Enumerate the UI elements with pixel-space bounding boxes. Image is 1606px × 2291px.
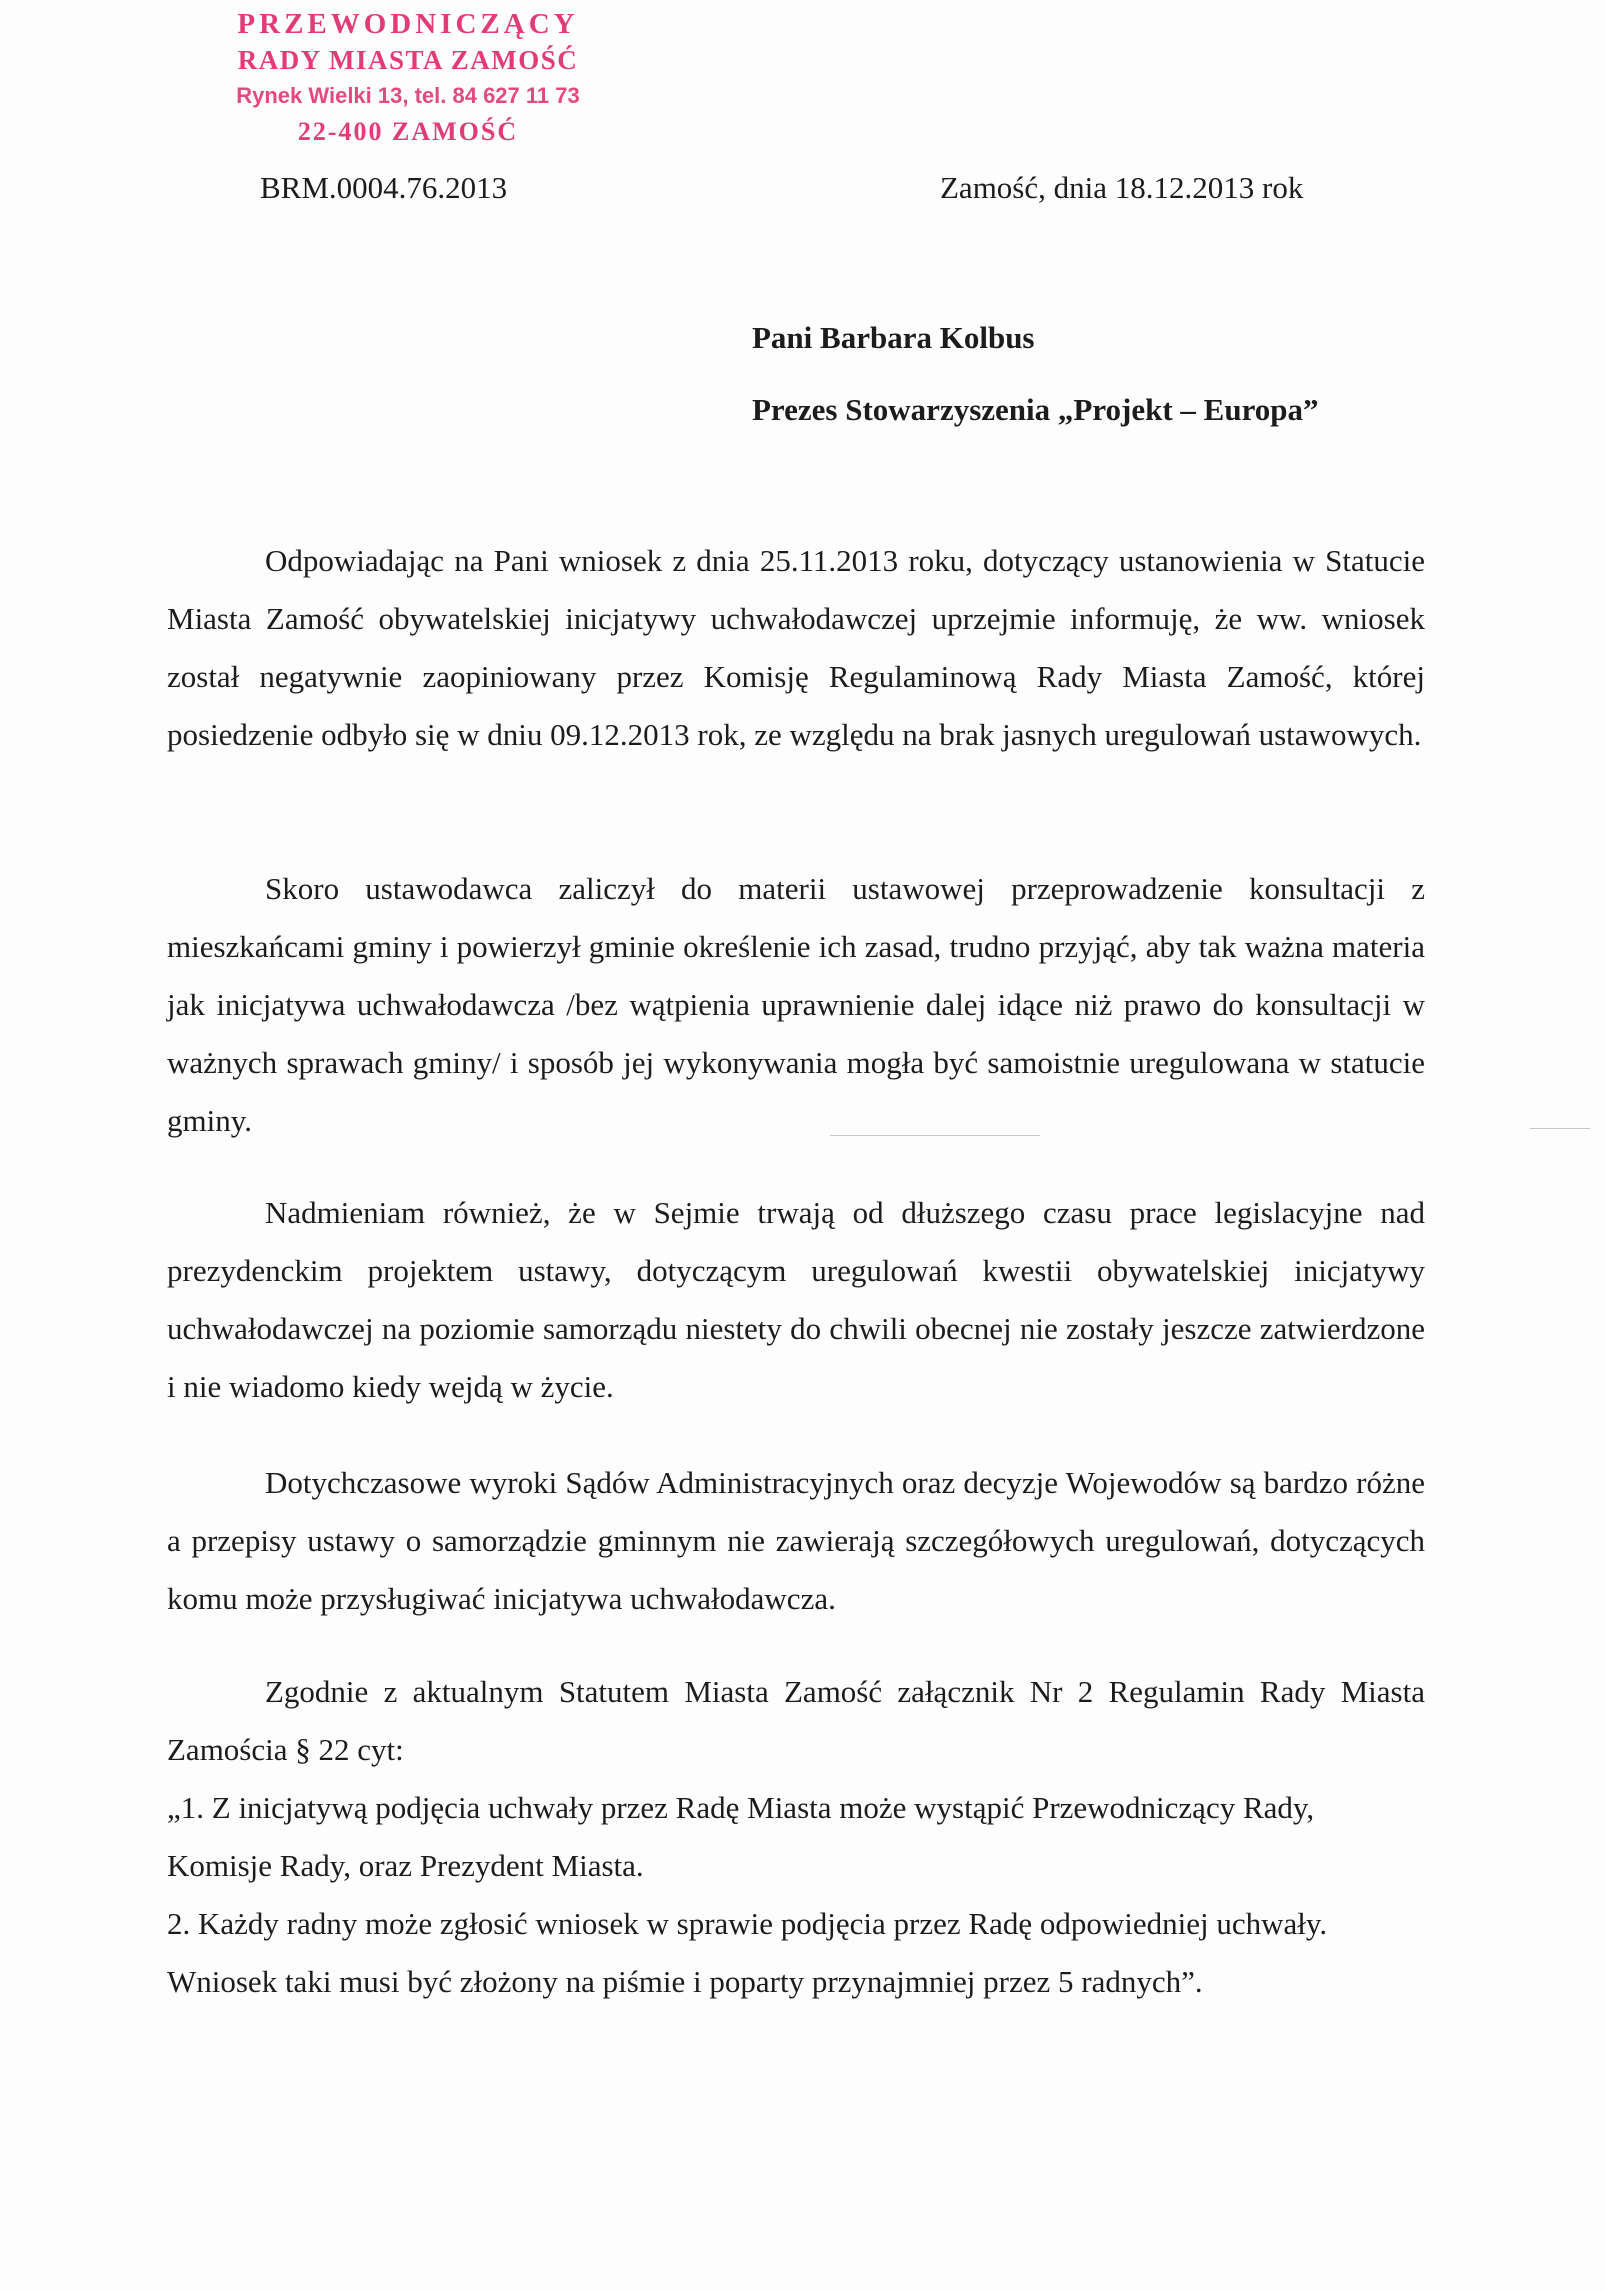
paragraph-text: Dotychczasowe wyroki Sądów Administracyjnych oraz decyzje Wojewodów są bardzo różne a przepisy ustawy o samorządzie gminnym nie zawierają szczegółowych uregulowań, dotyczących komu może przysługiwać inicjatywa uchwałodawcza.: [167, 1465, 1425, 1616]
stamp-address: Rynek Wielki 13, tel. 84 627 11 73: [236, 83, 580, 108]
stamp-office: PRZEWODNICZĄCY: [237, 8, 579, 40]
paragraph-text: Nadmieniam również, że w Sejmie trwają od dłuższego czasu prace legislacyjne nad prezydenckim projektem ustawy, dotyczącym uregulowań kwestii obywatelskiej inicjatywy uchwałodawczej na poziomie samorządu niestety do chwili obecnej nie zostały jeszcze zatwierdzone i nie wiadomo kiedy wejdą w życie.: [167, 1195, 1425, 1404]
paragraph-3: [167, 1184, 1425, 1416]
paragraph-text: Odpowiadając na Pani wniosek z dnia 25.11.2013 roku, dotyczący ustanowienia w Statucie Miasta Zamość obywatelskiej inicjatywy uchwałodawczej uprzejmie informuję, że ww. wniosek został negatywnie zaopiniowany przez Komisję Regulaminową Rady Miasta Zamość, której posiedzenie odbyło się w dniu 09.12.2013 rok, ze względu na brak jasnych uregulowań ustawowych.: [167, 543, 1425, 752]
quote-item-2: [167, 1895, 1425, 2011]
quote-text: „1. Z inicjatywą podjęcia uchwały przez Radę Miasta może wystąpić Przewodniczący Rady, Komisje Rady, oraz Prezydent Miasta.: [167, 1790, 1315, 1883]
scan-artifact-line: [830, 1135, 1040, 1136]
paragraph-2: [167, 860, 1425, 1150]
quote-item-1: [167, 1779, 1425, 1895]
paragraph-1: [167, 532, 1425, 764]
scan-artifact-line: [1530, 1128, 1590, 1129]
letter-date: Zamość, dnia 18.12.2013 rok: [940, 170, 1304, 205]
stamp-postcode: 22-400 ZAMOŚĆ: [297, 117, 519, 146]
paragraph-4: [167, 1454, 1425, 1628]
paragraph-text: Zgodnie z aktualnym Statutem Miasta Zamość załącznik Nr 2 Regulamin Rady Miasta Zamościa § 22 cyt:: [167, 1674, 1425, 1767]
stamp-council: RADY MIASTA ZAMOŚĆ: [237, 45, 579, 75]
recipient-name: Pani Barbara Kolbus: [752, 320, 1035, 355]
recipient-title: Prezes Stowarzyszenia „Projekt – Europa”: [752, 392, 1319, 427]
quote-text: 2. Każdy radny może zgłosić wniosek w sprawie podjęcia przez Radę odpowiedniej uchwały. Wniosek taki musi być złożony na piśmie i poparty przynajmniej przez 5 radnych”.: [167, 1906, 1328, 1999]
paragraph-5: [167, 1663, 1425, 1779]
paragraph-text: Skoro ustawodawca zaliczył do materii ustawowej przeprowadzenie konsultacji z mieszkańcami gminy i powierzył gminie określenie ich zasad, trudno przyjąć, aby tak ważna materia jak inicjatywa uchwałodawcza /bez wątpienia uprawnienie dalej idące niż prawo do konsultacji w ważnych sprawach gminy/ i sposób jej wykonywania mogła być samoistnie uregulowana w statucie gminy.: [167, 871, 1425, 1138]
reference-number: BRM.0004.76.2013: [260, 170, 508, 205]
header-stamp: [198, 6, 618, 150]
